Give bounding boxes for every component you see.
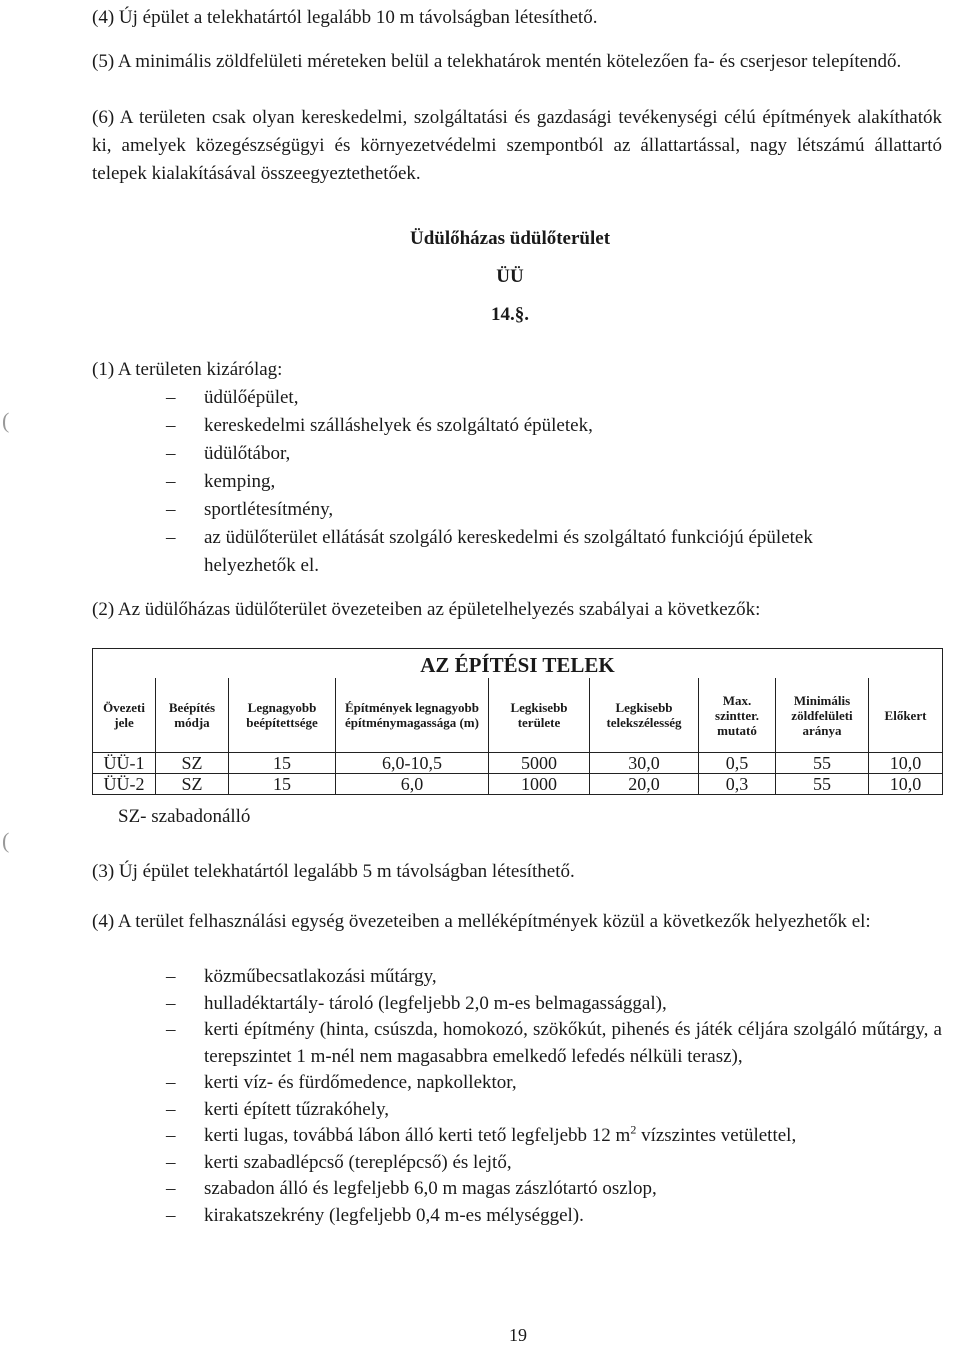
section-number: 14.§. — [491, 304, 529, 325]
s2-lead: (2) Az üdülőházas üdülőterület övezeteiben az épületelhelyezés szabályai a következők: — [92, 599, 761, 620]
header-cell: Legkisebb telekszélesség — [590, 678, 699, 753]
list-item: – kirakatszekrény (legfeljebb 0,4 m-es mélységgel). — [166, 1203, 942, 1230]
cell: 30,0 — [590, 753, 699, 774]
cell: 15 — [229, 753, 336, 774]
list-item: – kerti épített tűzrakóhely, — [166, 1097, 942, 1124]
section-title: Üdülőházas üdülőterület — [409, 228, 611, 249]
list-item: – szabadon álló és legfeljebb 6,0 m magas zászlótartó oszlop, — [166, 1176, 942, 1203]
table-caption: AZ ÉPÍTÉSI TELEK — [93, 649, 943, 679]
list-item: – kerti víz- és fürdőmedence, napkollektor, — [166, 1070, 942, 1097]
list-item: – üdülőtábor, — [166, 440, 942, 468]
table-row — [93, 774, 943, 795]
s3-text: (3) Új épület telekhatártól legalább 5 m távolságban létesíthető. — [92, 861, 575, 882]
s4-lead: (4) A terület felhasználási egység övezeteiben a melléképítmények közül a következők helyezhetők el: — [92, 911, 871, 932]
cell: 10,0 — [869, 774, 943, 795]
list-item: – kerti építmény (hinta, csúszda, homokozó, szökőkút, pihenés és játék céljára szolgáló műtárgy, a terepszintet 1 m-nél nem magasabbra emelkedő lefedés nélküli terasz), — [166, 1017, 942, 1070]
s4-list — [166, 964, 942, 1229]
table-header-row — [93, 678, 943, 753]
cell: 15 — [229, 774, 336, 795]
scan-mark-icon: ( — [2, 828, 10, 853]
header-cell: Előkert — [869, 678, 943, 753]
s1-tail: helyezhetők el. — [204, 555, 320, 576]
cell: 0,5 — [699, 753, 776, 774]
cell: 6,0-10,5 — [336, 753, 489, 774]
cell: SZ — [156, 753, 229, 774]
cell: 55 — [776, 753, 869, 774]
header-cell: Legnagyobb beépítettsége — [229, 678, 336, 753]
superscript: 2 — [630, 1122, 637, 1137]
paragraph-6: (6) A területen csak olyan kereskedelmi, szolgáltatási és gazdasági tevékenységi célú építmények alakíthatók ki, amelyek közegészségügyi és környezetvédelmi szempontból az állattartással, nagy létszámú állattartó telepek kialakításával összeegyeztethetőek. — [92, 107, 942, 184]
list-item: – kerti szabadlépcső (tereplépcső) és lejtő, — [166, 1150, 942, 1177]
list-item: – kemping, — [166, 468, 942, 496]
list-item: – az üdülőterület ellátását szolgáló kereskedelmi és szolgáltató funkciójú épületek — [166, 524, 942, 552]
table-note: SZ- szabadonálló — [118, 806, 251, 827]
cell: 20,0 — [590, 774, 699, 795]
list-item-continuation — [166, 552, 942, 580]
header-cell: Övezeti jele — [93, 678, 156, 753]
header-cell: Építmények legnagyobb építménymagassága (m) — [336, 678, 489, 753]
cell: ÜÜ-1 — [93, 753, 156, 774]
cell: 10,0 — [869, 753, 943, 774]
lugas-text: kerti lugas, továbbá lábon álló kerti tető legfeljebb 12 m — [204, 1125, 631, 1146]
list-item: – üdülőépület, — [166, 384, 942, 412]
cell: 0,3 — [699, 774, 776, 795]
cell: 6,0 — [336, 774, 489, 795]
s1-list — [166, 384, 942, 580]
paragraph-4: (4) Új épület a telekhatártól legalább 10 m távolságban létesíthető. — [92, 7, 598, 28]
scan-mark-icon: ( — [2, 408, 10, 433]
lugas-tail: vízszintes vetülettel, — [636, 1125, 797, 1146]
list-item: – sportlétesítmény, — [166, 496, 942, 524]
cell: 55 — [776, 774, 869, 795]
header-cell: Max. szintter. mutató — [699, 678, 776, 753]
header-cell: Legkisebb területe — [489, 678, 590, 753]
section-code: ÜÜ — [496, 266, 524, 287]
list-item — [166, 1123, 942, 1150]
page-number: 19 — [509, 1325, 527, 1345]
zoning-table — [92, 648, 943, 795]
list-item: – közműbecsatlakozási műtárgy, — [166, 964, 942, 991]
cell: SZ — [156, 774, 229, 795]
cell: 1000 — [489, 774, 590, 795]
table-row — [93, 753, 943, 774]
cell: ÜÜ-2 — [93, 774, 156, 795]
header-cell: Minimális zöldfelületi aránya — [776, 678, 869, 753]
s1-lead: (1) A területen kizárólag: — [92, 359, 283, 380]
list-item: – kereskedelmi szálláshelyek és szolgáltató épületek, — [166, 412, 942, 440]
list-item: – hulladéktartály- tároló (legfeljebb 2,0 m-es belmagassággal), — [166, 991, 942, 1018]
paragraph-5: (5) A minimális zöldfelületi méreteken belül a telekhatárok mentén kötelezően fa- és cserjesor telepítendő. — [92, 51, 902, 72]
header-cell: Beépítés módja — [156, 678, 229, 753]
cell: 5000 — [489, 753, 590, 774]
